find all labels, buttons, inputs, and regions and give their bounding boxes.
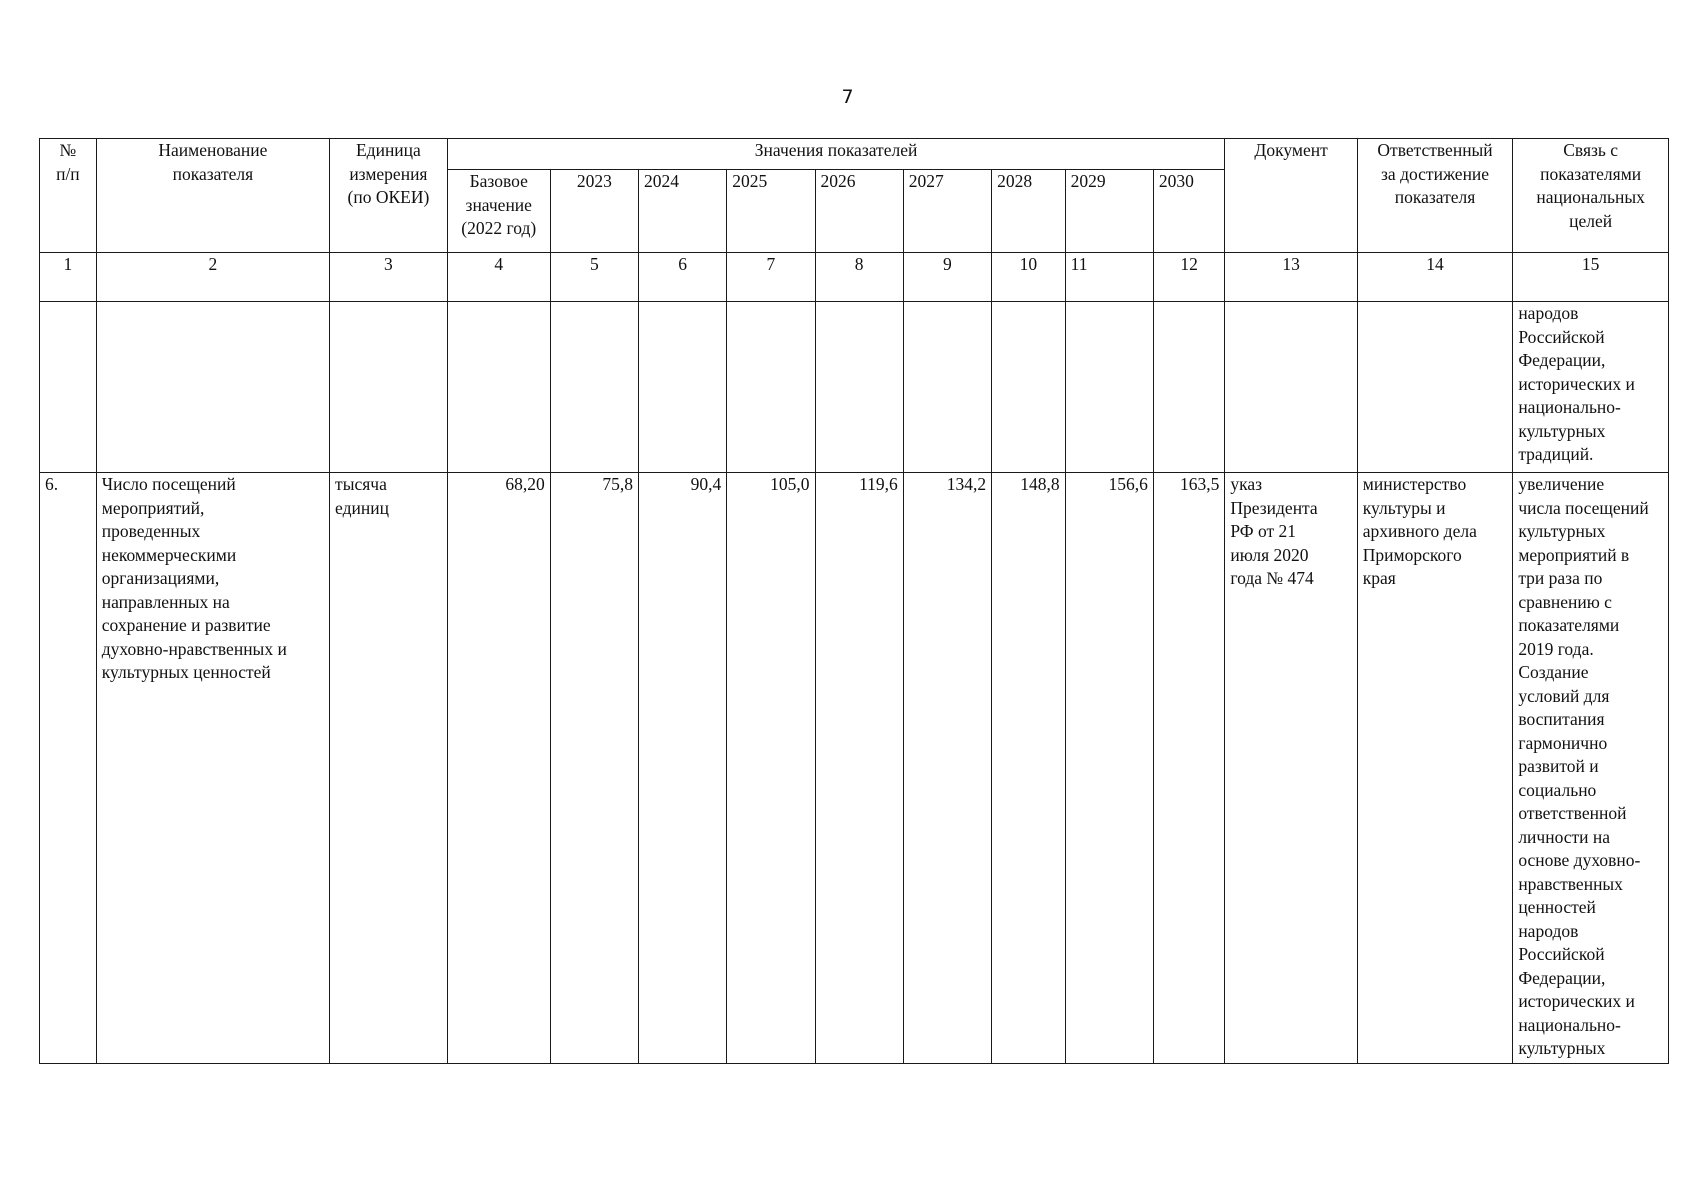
column-number: 9: [903, 253, 991, 302]
value-2029: 156,6: [1065, 473, 1153, 1064]
header-row-main: [40, 139, 1669, 170]
value-2027: 134,2: [903, 473, 991, 1064]
table-cell: [727, 302, 815, 473]
table-cell: [447, 302, 550, 473]
header-responsible: Ответственный за достижение показателя: [1357, 139, 1513, 253]
value-2026: 119,6: [815, 473, 903, 1064]
column-number: 7: [727, 253, 815, 302]
table-cell: [96, 302, 329, 473]
header-num: № п/п: [40, 139, 97, 253]
page-number: 7: [841, 86, 854, 108]
column-number: 4: [447, 253, 550, 302]
column-number: 8: [815, 253, 903, 302]
header-year-2023: 2023: [550, 170, 638, 253]
table-cell: [1065, 302, 1153, 473]
header-year-2027: 2027: [903, 170, 991, 253]
header-year-2028: 2028: [992, 170, 1066, 253]
row-number: 6.: [40, 473, 97, 1064]
national-goals-link-cell: увеличение числа посещений культурных мероприятий в три раза по сравнению с показателями 2019 года. Создание условий для воспитания гармонично развитой и социально ответственной личности на основе духовно- нравственных ценностей народов Российской Федерации, исторических и национально- культурных: [1513, 473, 1669, 1064]
table-cell: [992, 302, 1066, 473]
header-values-group: Значения показателей: [447, 139, 1225, 170]
table-cell: [1357, 302, 1513, 473]
header-year-2024: 2024: [639, 170, 727, 253]
responsible-cell: министерство культуры и архивного дела Приморского края: [1357, 473, 1513, 1064]
column-number-row: [40, 253, 1669, 302]
value-2030: 163,5: [1153, 473, 1224, 1064]
table-cell: [903, 302, 991, 473]
header-year-2026: 2026: [815, 170, 903, 253]
unit-of-measure: тысяча единиц: [330, 473, 448, 1064]
column-number: 13: [1225, 253, 1357, 302]
header-document: Документ: [1225, 139, 1357, 253]
continuation-link-cell: народов Российской Федерации, исторических и национально- культурных традиций.: [1513, 302, 1669, 473]
base-value: 68,20: [447, 473, 550, 1064]
header-year-2025: 2025: [727, 170, 815, 253]
table-cell: [1153, 302, 1224, 473]
value-2028: 148,8: [992, 473, 1066, 1064]
column-number: 3: [330, 253, 448, 302]
table-row-continuation: [40, 302, 1669, 473]
value-2024: 90,4: [639, 473, 727, 1064]
header-year-2030: 2030: [1153, 170, 1224, 253]
value-2025: 105,0: [727, 473, 815, 1064]
column-number: 2: [96, 253, 329, 302]
document-cell: указ Президента РФ от 21 июля 2020 года № 474: [1225, 473, 1357, 1064]
indicators-table: [39, 138, 1669, 1064]
column-number: 5: [550, 253, 638, 302]
value-2023: 75,8: [550, 473, 638, 1064]
header-name: Наименование показателя: [96, 139, 329, 253]
column-number: 6: [639, 253, 727, 302]
column-number: 12: [1153, 253, 1224, 302]
indicator-name: Число посещений мероприятий, проведенных некоммерческими организациями, направленных на сохранение и развитие духовно-нравственных и культурных ценностей: [96, 473, 329, 1064]
header-base-value: Базовое значение (2022 год): [447, 170, 550, 253]
table-cell: [1225, 302, 1357, 473]
column-number: 1: [40, 253, 97, 302]
table-row-6: [40, 473, 1669, 1064]
column-number: 10: [992, 253, 1066, 302]
table-cell: [815, 302, 903, 473]
header-unit: Единица измерения (по ОКЕИ): [330, 139, 448, 253]
header-year-2029: 2029: [1065, 170, 1153, 253]
table-cell: [330, 302, 448, 473]
column-number: 15: [1513, 253, 1669, 302]
column-number: 11: [1065, 253, 1153, 302]
table-cell: [40, 302, 97, 473]
column-number: 14: [1357, 253, 1513, 302]
table-cell: [550, 302, 638, 473]
table-cell: [639, 302, 727, 473]
header-national-goals-link: Связь с показателями национальных целей: [1513, 139, 1669, 253]
